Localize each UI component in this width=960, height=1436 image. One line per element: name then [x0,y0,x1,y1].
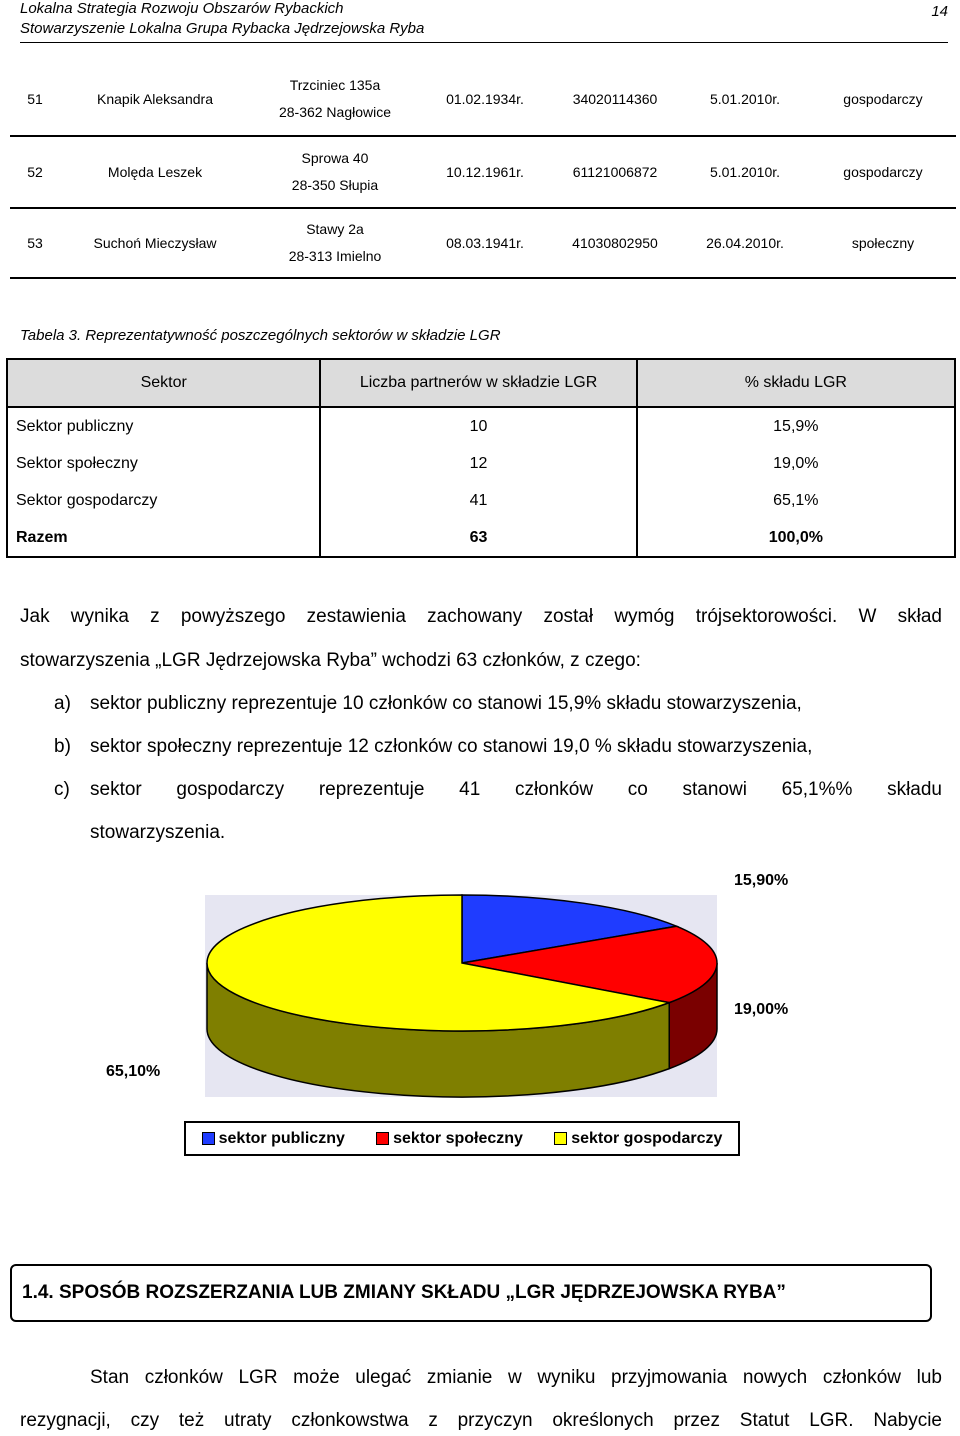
chart-legend [184,1121,740,1156]
paragraph-line: Stan członków LGR może ulegać zmianie w wyniku przyjmowania nowych członków lub [90,1367,942,1388]
list-marker: b) [54,736,71,757]
table-row [7,445,955,482]
page-number: 14 [931,3,948,20]
data-label-publiczny: 15,90% [734,872,789,889]
sectors-table [6,358,956,558]
share-percent: 15,9% [637,407,955,445]
list-item-text: sektor publiczny reprezentuje 10 członków co stanowi 15,9% składu stowarzyszenia, [90,693,802,714]
sector-name: Sektor gospodarczy [7,482,320,519]
member-address [250,208,420,278]
address-line: Trzciniec 135a [289,76,381,93]
member-no: 51 [10,62,60,136]
member-date: 26.04.2010r. [680,208,810,278]
header-rule [20,42,948,43]
list-item-continuation: stowarzyszenia. [90,822,226,843]
pie-chart [0,860,960,1120]
address-line: 28-362 Nagłowice [278,103,392,120]
pie-tops [207,895,717,1031]
share-percent: 19,0% [637,445,955,482]
share-percent: 100,0% [637,519,955,557]
legend-swatch [554,1132,567,1145]
table-row [10,208,956,278]
member-name: Suchoń Mieczysław [60,208,250,278]
partner-count: 10 [320,407,636,445]
legend-label: sektor gospodarczy [571,1129,723,1147]
member-no: 52 [10,136,60,208]
list-item [54,736,942,758]
paragraph-line: Jak wynika z powyższego zestawienia zachowany został wymóg trójsektorowości. W skład [20,606,942,627]
list-item [54,779,942,801]
column-header: Liczba partnerów w składzie LGR [320,359,636,407]
sector-name: Sektor społeczny [7,445,320,482]
address-line: Stawy 2a [306,221,364,237]
data-label-spoleczny: 19,00% [734,1001,789,1018]
member-born: 10.12.1961r. [420,136,550,208]
member-sector: gospodarczy [810,62,956,136]
address-line: 28-350 Słupia [291,177,379,193]
legend-entry [376,1130,523,1148]
header-title: Lokalna Strategia Rozwoju Obszarów Rybackich [20,0,344,17]
list-item-text: sektor gospodarczy reprezentuje 41 członków co stanowi 65,1%% składu [90,779,942,800]
sector-name: Razem [7,519,320,557]
member-name: Knapik Aleksandra [60,62,250,136]
list-marker: a) [54,693,71,714]
header-subtitle: Stowarzyszenie Lokalna Grupa Rybacka Jędrzejowska Ryba [20,20,425,37]
member-name: Molęda Leszek [60,136,250,208]
list-marker: c) [54,779,70,800]
table-row [10,62,956,136]
table-row [7,407,955,445]
partner-count: 12 [320,445,636,482]
legend-swatch [202,1132,215,1145]
data-label-gospodarczy: 65,10% [106,1063,161,1080]
legend-label: sektor publiczny [218,1129,345,1147]
partner-count: 63 [320,519,636,557]
legend-label: sektor społeczny [393,1129,523,1147]
table-caption: Tabela 3. Reprezentatywność poszczególnych sektorów w składzie LGR [20,327,501,344]
partner-count: 41 [320,482,636,519]
legend-entry [202,1130,345,1148]
member-address [250,62,420,136]
share-percent: 65,1% [637,482,955,519]
member-pesel: 34020114360 [550,62,680,136]
list-item [54,693,942,715]
address-line: 28-313 Imielno [288,248,382,264]
member-date: 5.01.2010r. [680,62,810,136]
member-born: 08.03.1941r. [420,208,550,278]
address-line: Sprowa 40 [301,150,369,166]
members-table [10,62,956,279]
member-pesel: 61121006872 [550,136,680,208]
member-pesel: 41030802950 [550,208,680,278]
member-sector: gospodarczy [810,136,956,208]
paragraph-line: rezygnacji, czy też utraty członkowstwa z przyczyn określonych przez Statut LGR. Nabycie [20,1410,942,1431]
table-header-row [7,359,955,407]
member-address [250,136,420,208]
sector-name: Sektor publiczny [7,407,320,445]
member-born: 01.02.1934r. [420,62,550,136]
legend-entry [554,1130,722,1148]
table-row [10,136,956,208]
column-header: Sektor [7,359,320,407]
member-date: 5.01.2010r. [680,136,810,208]
table-row [7,482,955,519]
legend-swatch [376,1132,389,1145]
member-sector: społeczny [810,208,956,278]
paragraph-line: stowarzyszenia „LGR Jędrzejowska Ryba” wchodzi 63 członków, z czego: [20,650,641,671]
list-item-text: sektor społeczny reprezentuje 12 członków co stanowi 19,0 % składu stowarzyszenia, [90,736,813,757]
table-total-row [7,519,955,557]
column-header: % składu LGR [637,359,955,407]
section-heading: 1.4. SPOSÓB ROZSZERZANIA LUB ZMIANY SKŁADU „LGR JĘDRZEJOWSKA RYBA” [10,1264,932,1322]
member-no: 53 [10,208,60,278]
